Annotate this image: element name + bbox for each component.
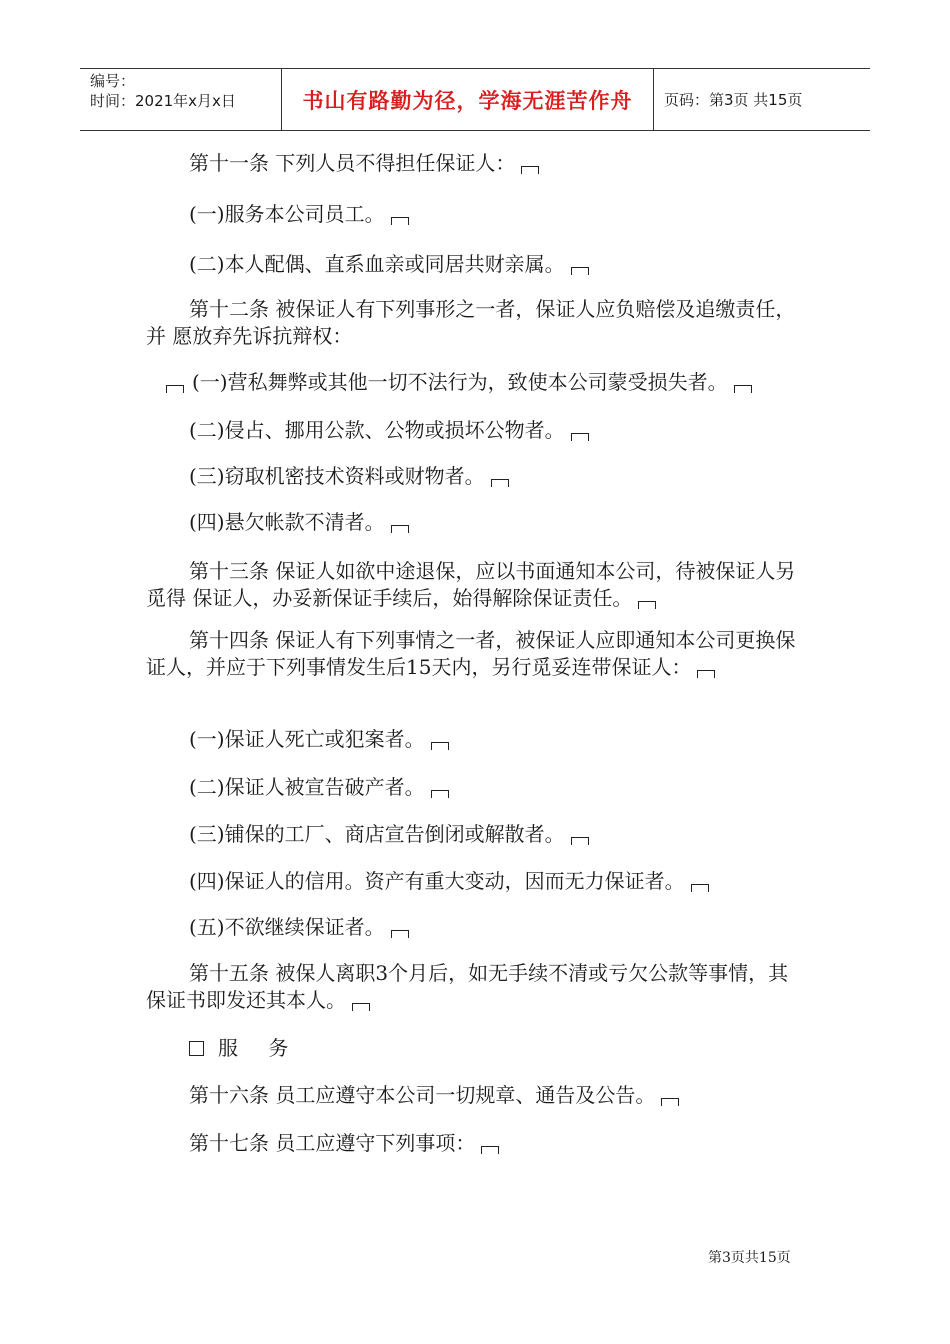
paragraph-text: (三)铺保的工厂、商店宣告倒闭或解散者。 bbox=[189, 822, 565, 846]
paragraph bbox=[146, 463, 806, 490]
paragraph-mark-icon bbox=[431, 790, 449, 798]
header-meta bbox=[80, 69, 282, 130]
paragraph bbox=[146, 251, 806, 278]
paragraph bbox=[146, 558, 806, 612]
section-heading-text: 服 务 bbox=[218, 1036, 301, 1060]
paragraph-text: 第十二条 被保证人有下列事形之一者，保证人应负赔偿及追缴责任，并 愿放弃先诉抗辩权： bbox=[146, 297, 796, 348]
paragraph bbox=[146, 1082, 806, 1109]
paragraph-text: (一)营私舞弊或其他一切不法行为，致使本公司蒙受损失者。 bbox=[192, 370, 728, 394]
motto: 书山有路勤为径，学海无涯苦作舟 bbox=[302, 88, 633, 113]
paragraph-mark-icon bbox=[571, 837, 589, 845]
paragraph-mark-icon bbox=[391, 930, 409, 938]
paragraph-mark-icon bbox=[638, 601, 656, 609]
paragraph-text: (一)服务本公司员工。 bbox=[189, 202, 385, 226]
paragraph-mark-icon bbox=[571, 433, 589, 441]
paragraph-text: 第十六条 员工应遵守本公司一切规章、通告及公告。 bbox=[189, 1083, 656, 1107]
paragraph-text: (二)保证人被宣告破产者。 bbox=[189, 775, 425, 799]
paragraph bbox=[166, 369, 806, 396]
paragraph-mark-icon bbox=[166, 385, 184, 393]
paragraph-mark-icon bbox=[691, 884, 709, 892]
paragraph bbox=[146, 868, 806, 895]
paragraph bbox=[146, 914, 806, 941]
section-heading bbox=[146, 1035, 806, 1062]
paragraph-mark-icon bbox=[391, 525, 409, 533]
time-label: 时间：2021年x月x日 bbox=[90, 92, 236, 110]
paragraph-text: (一)保证人死亡或犯案者。 bbox=[189, 727, 425, 751]
paragraph bbox=[146, 627, 806, 681]
paragraph bbox=[146, 821, 806, 848]
paragraph-text: 第十三条 保证人如欲中途退保，应以书面通知本公司，待被保证人另觅得 保证人，办妥新保证手续后，始得解除保证责任。 bbox=[146, 559, 796, 610]
header-page-label: 页码：第3页 共15页 bbox=[664, 91, 803, 109]
paragraph bbox=[146, 201, 806, 228]
paragraph bbox=[146, 774, 806, 801]
paragraph-text: 第十四条 保证人有下列事情之一者，被保证人应即通知本公司更换保证人，并应于下列事情发生后15天内，另行觅妥连带保证人： bbox=[146, 628, 796, 679]
paragraph-text: (二)本人配偶、直系血亲或同居共财亲属。 bbox=[189, 252, 565, 276]
paragraph-text: 第十五条 被保人离职3个月后，如无手续不清或亏欠公款等事情，其保证书即发还其本人。 bbox=[146, 961, 789, 1012]
paragraph-mark-icon bbox=[481, 1146, 499, 1154]
document-header bbox=[80, 68, 870, 131]
paragraph-mark-icon bbox=[661, 1098, 679, 1106]
paragraph bbox=[146, 150, 806, 177]
paragraph-mark-icon bbox=[391, 217, 409, 225]
paragraph bbox=[146, 1130, 806, 1157]
paragraph-text: 第十七条 员工应遵守下列事项： bbox=[189, 1131, 476, 1155]
paragraph bbox=[146, 296, 806, 350]
paragraph-text: (五)不欲继续保证者。 bbox=[189, 915, 385, 939]
footer-page-number: 第3页共15页 bbox=[708, 1250, 791, 1266]
paragraph-text: (四)保证人的信用。资产有重大变动，因而无力保证者。 bbox=[189, 869, 685, 893]
paragraph-mark-icon bbox=[571, 267, 589, 275]
paragraph-mark-icon bbox=[491, 479, 509, 487]
paragraph-text: (三)窃取机密技术资料或财物者。 bbox=[189, 464, 485, 488]
paragraph bbox=[146, 509, 806, 536]
paragraph bbox=[146, 960, 806, 1014]
header-motto-cell bbox=[282, 69, 654, 130]
paragraph-mark-icon bbox=[734, 385, 752, 393]
paragraph bbox=[146, 726, 806, 753]
serial-label: 编号： bbox=[90, 72, 136, 90]
paragraph-text: (二)侵占、挪用公款、公物或损坏公物者。 bbox=[189, 418, 565, 442]
paragraph bbox=[146, 417, 806, 444]
header-page-cell bbox=[654, 69, 870, 130]
paragraph-text: (四)悬欠帐款不清者。 bbox=[189, 510, 385, 534]
paragraph-text: 第十一条 下列人员不得担任保证人： bbox=[189, 151, 516, 175]
paragraph-mark-icon bbox=[431, 742, 449, 750]
paragraph-mark-icon bbox=[697, 670, 715, 678]
checkbox-icon bbox=[189, 1041, 204, 1056]
paragraph-mark-icon bbox=[352, 1003, 370, 1011]
paragraph-mark-icon bbox=[521, 166, 539, 174]
